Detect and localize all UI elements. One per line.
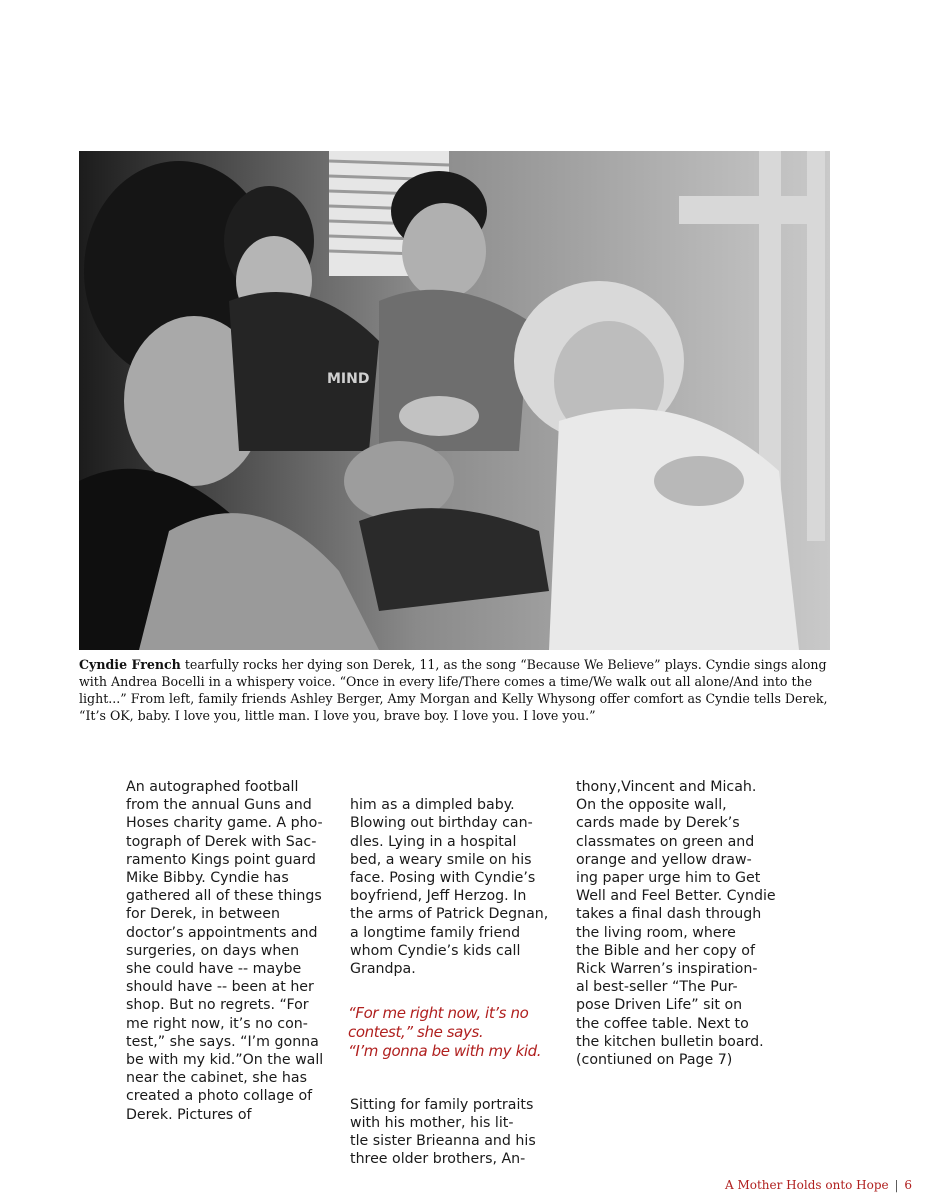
column-2-bottom-text: Sitting for family portraits with his mother, his lit- tle sister Brieanna and his three older brothers, An- [350,1096,536,1168]
caption-text: tearfully rocks her dying son Derek, 11, as the song “Because We Believe” plays. Cyndie sings along with Andrea Bocelli in a whispery voice. “Once in every life/There comes a time/We walk out all alone/And into the light...” From left, family friends Ashley Berger, Amy Morgan and Kelly Whysong offer comfort as Cyndie tells Derek, “It’s OK, baby. I love you, little man. I love you, brave boy. I love you. I love you.” [79,657,828,723]
footer-separator: | [894,1178,899,1192]
shirt-text: MIND [327,371,370,387]
column-2-top-text: him as a dimpled baby. Blowing out birthday can- dles. Lying in a hospital bed, a weary smile on his face. Posing with Cyndie’s boyfriend, Jeff Herzog. In the arms of Patrick Degnan, a longtime family friend whom Cyndie’s kids call Grandpa. [350,797,549,978]
article-column-2 [350,778,560,1187]
article-column-1: An autographed football from the annual Guns and Hoses charity game. A pho- tograph of Derek with Sac- ramento Kings point guard Mike Bibby. Cyndie has gathered all of these things for Derek, in between doctor’s appointments and surgeries, on days when she could have -- maybe should have -- been at her shop. But no regrets. “For me right now, it’s no con- test,” she says. “I’m gonna be with my kid.”On the wall near the cabinet, she has created a photo collage of Derek. Pictures of [126,779,324,1123]
footer-title: A Mother Holds onto Hope [724,1178,889,1192]
family-photo-illustration [79,151,830,650]
article-column-3: thony,Vincent and Micah. On the opposite wall, cards made by Derek’s classmates on green and orange and yellow draw- ing paper urge him to Get Well and Feel Better. Cyndie takes a final dash through the living room, where the Bible and her copy of Rick Warren’s inspiration- al best-seller “The Pur- pose Driven Life” sit on the coffee table. Next to the kitchen bulletin board. (contiuned on Page 7) [576,779,776,1069]
photo-caption [79,656,831,724]
pull-quote: “For me right now, it’s no contest,” she says. “I’m gonna be with my kid. [348,1004,542,1061]
article-photo [79,151,830,650]
page-footer [725,1178,912,1192]
page-number: 6 [904,1178,912,1192]
caption-name: Cyndie French [79,657,181,672]
